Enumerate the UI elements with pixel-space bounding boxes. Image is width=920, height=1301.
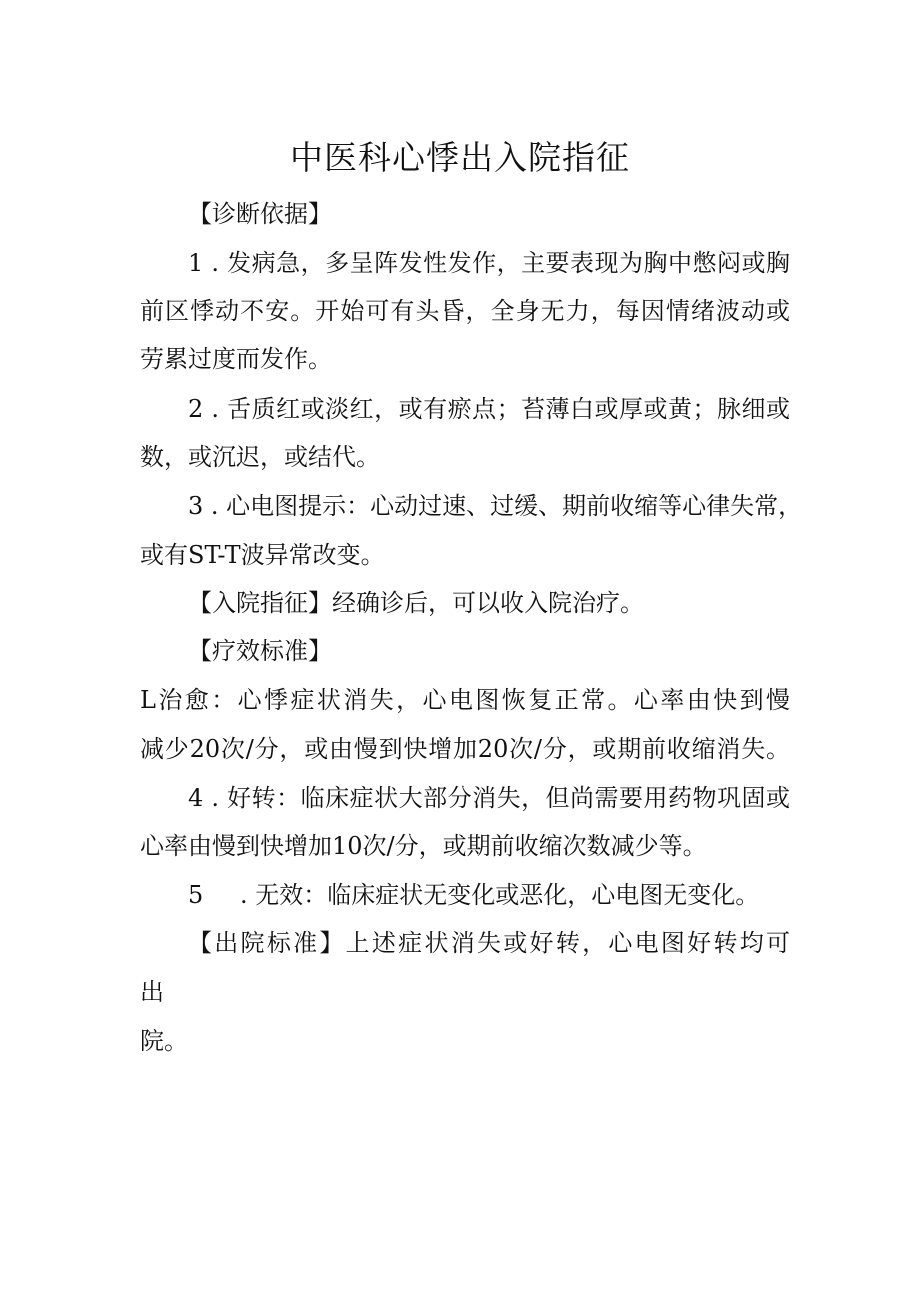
paragraph-line: 2 . 舌质红或淡红，或有瘀点；苔薄白或厚或黄；脉细或 [188,395,790,423]
paragraph-line: L治愈：心悸症状消失，心电图恢复正常。心率由快到慢 [140,686,790,714]
paragraph-line: 前区悸动不安。开始可有头昏，全身无力，每因情绪波动或 [140,297,790,325]
paragraph-line: 或有ST-T波异常改变。 [140,541,385,569]
item-text: . 无效：临床症状无变化或恶化，心电图无变化。 [240,881,760,909]
paragraph-line: 劳累过度而发作。 [140,345,332,373]
paragraph-line: 数，或沉迟，或结代。 [140,443,380,471]
item-number: 5 [188,881,204,909]
paragraph-line: 减少20次/分，或由慢到快增加20次/分，或期前收缩消失。 [140,735,790,763]
section-heading-efficacy: 【疗效标准】 [188,637,332,665]
paragraph-line-invalid [188,877,790,913]
paragraph-line: 出 [140,978,164,1006]
section-heading-discharge: 【出院标准】上述症状消失或好转，心电图好转均可 [188,929,790,957]
section-heading-diagnosis: 【诊断依据】 [188,200,332,228]
paragraph-line: 院。 [140,1027,188,1055]
paragraph-line: 3 . 心电图提示：心动过速、过缓、期前收缩等心律失常， [188,492,803,520]
paragraph-line: 1 . 发病急，多呈阵发性发作，主要表现为胸中憋闷或胸 [188,249,790,277]
paragraph-line: 4 . 好转：临床症状大部分消失，但尚需要用药物巩固或 [188,784,790,812]
section-heading-admission: 【入院指征】经确诊后，可以收入院治疗。 [188,589,644,617]
document-title: 中医科心悸出入院指征 [290,138,630,177]
paragraph-line: 心率由慢到快增加10次/分，或期前收缩次数减少等。 [140,832,707,860]
